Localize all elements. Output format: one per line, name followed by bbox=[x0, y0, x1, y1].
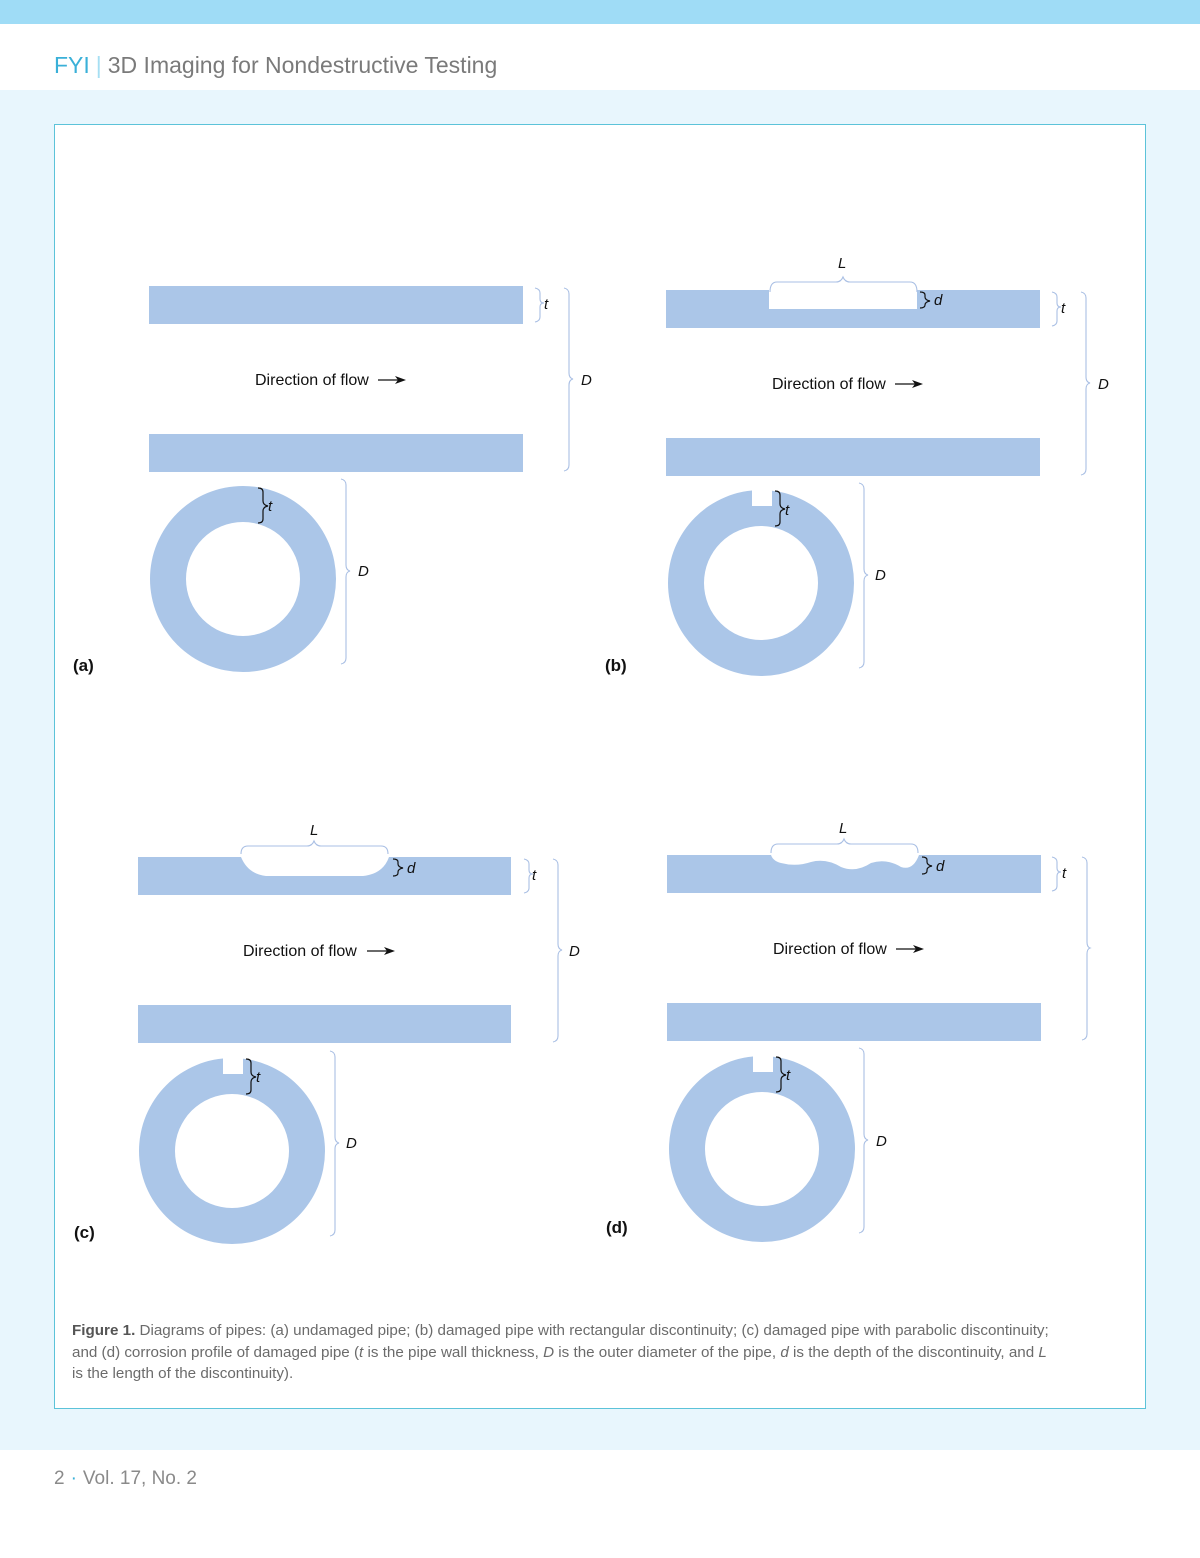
panel-c-flow-arrow-icon bbox=[367, 947, 395, 955]
panel-b-section-D-bracket bbox=[1081, 292, 1090, 475]
panel-d-L-label: L bbox=[839, 820, 848, 837]
panel-b-ring bbox=[668, 490, 854, 676]
panel-b-flow-label: Direction of flow bbox=[772, 376, 886, 393]
caption-text-1: Diagrams of pipes: (a) undamaged pipe; (b) damaged pipe with rectangular discontinuity; (c) damaged pipe with parabolic discontinuity; and (d) corrosion profile of damaged pipe ( bbox=[72, 1322, 1049, 1361]
panel-b-ring-D-label: D bbox=[875, 567, 886, 584]
figure-frame bbox=[54, 124, 1146, 1409]
panel-b-top-t-bracket bbox=[1052, 292, 1061, 326]
pipe-diagrams bbox=[55, 125, 1147, 1315]
panel-d-section-D-bracket bbox=[1082, 857, 1090, 1040]
panel-c-flow-label: Direction of flow bbox=[243, 943, 357, 960]
panel-c-ring-D-bracket bbox=[330, 1051, 339, 1236]
panel-c-ring-t-label: t bbox=[256, 1069, 261, 1086]
caption-figure-number: Figure 1. bbox=[72, 1322, 136, 1339]
caption-var-t: t bbox=[359, 1343, 364, 1361]
header-article-title: 3D Imaging for Nondestructive Testing bbox=[107, 52, 498, 78]
panel-a-flow-label: Direction of flow bbox=[255, 372, 369, 389]
panel-b-d-label: d bbox=[934, 292, 943, 309]
panel-d-ring-notch bbox=[753, 1054, 773, 1072]
panel-a-ring-D-label: D bbox=[358, 563, 369, 580]
panel-a-bottom-wall bbox=[149, 434, 523, 472]
caption-text-3: is the outer diameter of the pipe, bbox=[554, 1343, 781, 1361]
panel-a-top-t-bracket bbox=[535, 288, 544, 322]
panel-d-d-label: d bbox=[936, 858, 945, 875]
page-header bbox=[0, 24, 1200, 90]
panel-c-bottom-wall bbox=[138, 1005, 511, 1043]
panel-b-bottom-wall bbox=[666, 438, 1040, 476]
panel-a-section-D-label: D bbox=[581, 372, 592, 389]
caption-text-5: is the length of the discontinuity). bbox=[72, 1365, 294, 1382]
panel-a-ring bbox=[150, 486, 336, 672]
caption-text-4: is the depth of the discontinuity, and bbox=[788, 1343, 1039, 1361]
panel-a-section-t-label: t bbox=[544, 296, 549, 313]
panel-b-section-t-label: t bbox=[1061, 300, 1066, 317]
panel-a-ring-t-label: t bbox=[268, 498, 273, 515]
panel-a-section-D-bracket bbox=[564, 288, 573, 471]
panel-c-section-t-label: t bbox=[532, 867, 537, 884]
panel-c-L-label: L bbox=[310, 822, 319, 839]
panel-c-ring-D-label: D bbox=[346, 1135, 357, 1152]
page-number: 2 bbox=[54, 1468, 65, 1489]
panel-c-section-D-label: D bbox=[569, 943, 580, 960]
panel-c-d-label: d bbox=[407, 860, 416, 877]
panel-a-flow-arrow-icon bbox=[378, 376, 406, 384]
panel-c-section-D-bracket bbox=[553, 859, 562, 1042]
top-color-bar bbox=[0, 0, 1200, 24]
panel-d-L-bracket bbox=[771, 839, 918, 853]
panel-a-label: (a) bbox=[73, 656, 94, 675]
caption-var-D: D bbox=[543, 1343, 555, 1361]
caption-var-d: d bbox=[780, 1343, 789, 1361]
header-separator: | bbox=[95, 52, 102, 78]
panel-d-ring bbox=[669, 1056, 855, 1242]
panel-d-flow-label: Direction of flow bbox=[773, 941, 887, 958]
panel-b-label: (b) bbox=[605, 656, 627, 675]
panel-b-ring-t-label: t bbox=[785, 502, 790, 519]
panel-a-ring-D-bracket bbox=[341, 479, 350, 664]
panel-b-L-bracket bbox=[770, 277, 917, 292]
panel-b-ring-notch bbox=[752, 488, 772, 506]
panel-c-L-bracket bbox=[241, 841, 388, 854]
panel-c-ring-notch bbox=[223, 1056, 243, 1074]
panel-b-flow-arrow-icon bbox=[895, 380, 923, 388]
panel-d-ring-t-label: t bbox=[786, 1067, 791, 1084]
panel-b-L-label: L bbox=[838, 255, 847, 272]
panel-d-ring-D-bracket bbox=[859, 1048, 868, 1233]
panel-c-label: (c) bbox=[74, 1223, 95, 1242]
panel-d-section-t-label: t bbox=[1062, 865, 1067, 882]
panel-c-ring bbox=[139, 1058, 325, 1244]
caption-var-L: L bbox=[1038, 1343, 1047, 1361]
panel-d-ring-D-label: D bbox=[876, 1133, 887, 1150]
figure-caption bbox=[72, 1320, 1062, 1385]
header-title bbox=[54, 52, 497, 79]
volume-info: Vol. 17, No. 2 bbox=[82, 1468, 197, 1489]
panel-d-label: (d) bbox=[606, 1218, 628, 1237]
panel-b-ring-D-bracket bbox=[859, 483, 868, 668]
footer-separator: · bbox=[70, 1468, 77, 1489]
panel-d-flow-arrow-icon bbox=[896, 945, 924, 953]
panel-a-top-wall bbox=[149, 286, 523, 324]
panel-d-bottom-wall bbox=[667, 1003, 1041, 1041]
panel-c-parabolic-defect bbox=[241, 857, 389, 876]
page-footer bbox=[54, 1468, 197, 1490]
panel-b-rect-defect bbox=[769, 290, 917, 309]
header-section: FYI bbox=[54, 52, 90, 78]
panel-d-top-t-bracket bbox=[1052, 857, 1061, 891]
caption-text-2: is the pipe wall thickness, bbox=[363, 1343, 544, 1361]
panel-b-section-D-label: D bbox=[1098, 376, 1109, 393]
